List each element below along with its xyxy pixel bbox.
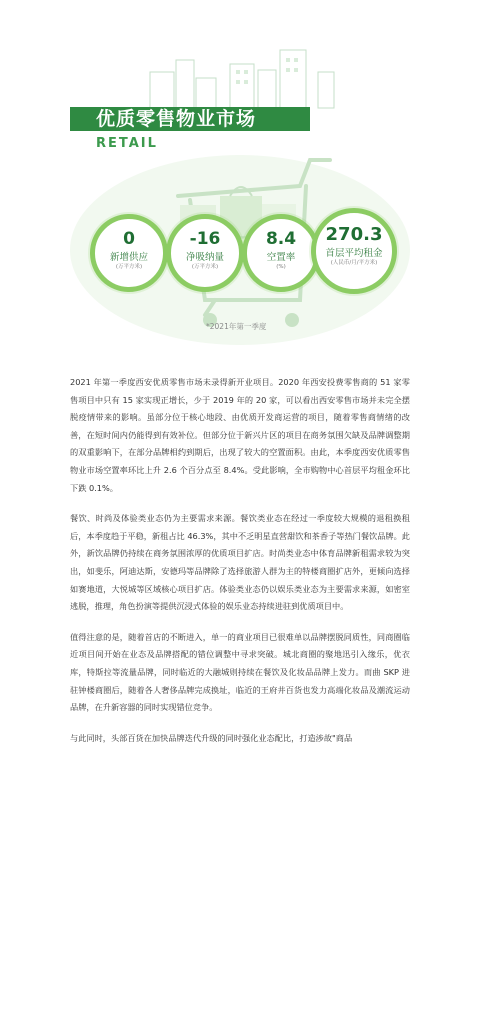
stat-net-absorption (166, 214, 244, 292)
stat-vacancy-rate (242, 214, 320, 292)
stat-unit: (%) (276, 264, 286, 270)
stat-label: 首层平均租金 (325, 248, 383, 259)
stat-value: 8.4 (265, 229, 297, 249)
stat-value: 270.3 (325, 224, 383, 245)
paragraph: 值得注意的是，随着首店的不断进入，单一的商业项目已很难单以品牌摆脱同质性，同商圈临近项目间开始在业态及品牌搭配的错位调整中寻求突破。城北商圈的聚地迅引入缘乐，优衣库，特斯拉等流量品牌，同时临近的大融城则持续在餐饮及化妆品品牌上发力。而曲 SKP 进驻钟楼商圈后，随着各人奢侈品牌完成换址，临近的王府井百货也发力高端化妆品及潮流运动品牌，在升新容器的同时实现错位竞争。 (70, 631, 410, 713)
period-note: *2021年第一季度 (206, 322, 267, 331)
stat-value: 0 (123, 229, 135, 249)
stat-value: -16 (189, 229, 221, 249)
paragraph: 2021 年第一季度西安优质零售市场未录得新开业项目。2020 年西安投费零售商的 51 家零售项目中只有 15 家实现正增长，少于 2019 年的 20 家，可以看出西安零售市场并未完全摆脱疫情带来的影响。虽部分位于核心地段、由优质开发商运营的项目，随着零售商情绪的改善，在短时间内仍能得到有效补位。但部分位于新兴片区的项目在商务氛围欠缺及品牌调整期的双重影响下，在部分品牌相约到期后，出现了较大的空置面积。由此，本季度西安优质零售物业市场空置率环比上升 2.6 个百分点至 8.4%。受此影响，全市购物中心首层平均租金环比下跌 0.1%。 (70, 377, 410, 493)
article-body (70, 374, 410, 760)
city-illustration (0, 0, 478, 355)
paragraph: 餐饮、时尚及体验类业态仍为主要需求来源。餐饮类业态在经过一季度较大规模的退租换租后，本季度趋于平稳，新租占比 46.3%，其中不乏明星直营甜饮和茶香子等热门餐饮品牌。此外，新饮品牌仍持续在商务氛围浓厚的优质项目扩店。时尚类业态中体育品牌新租需求较为突出，如斐乐，阿迪达斯，安德玛等品牌除了选择旅游人群为主的特楼商圈扩店外，更倾向选择如赛地道，大悦城等区域核心项目扩店。体验类业态仍以娱乐类业态为主要需求来源，如密室逃脱，推理，角色扮演等提供沉浸式体验的娱乐业态持续进驻到优质项目中。 (70, 513, 410, 612)
stat-unit: (万平方米) (115, 264, 143, 270)
stat-label: 新增供应 (109, 252, 148, 263)
stat-unit: (万平方米) (191, 264, 219, 270)
stat-ground-floor-rent (311, 208, 397, 294)
stat-label: 空置率 (266, 252, 296, 263)
paragraph: 与此同时，头部百货在加快品牌迭代升级的同时强化业态配比，打造涉故"商品 (70, 732, 353, 743)
page-title: 优质零售物业市场 (96, 108, 257, 130)
hero-banner (0, 0, 478, 355)
stat-label: 净吸纳量 (185, 252, 224, 263)
stat-unit: (人民币/月/平方米) (330, 260, 378, 266)
page-subtitle: RETAIL (96, 136, 158, 151)
stat-new-supply (90, 214, 168, 292)
